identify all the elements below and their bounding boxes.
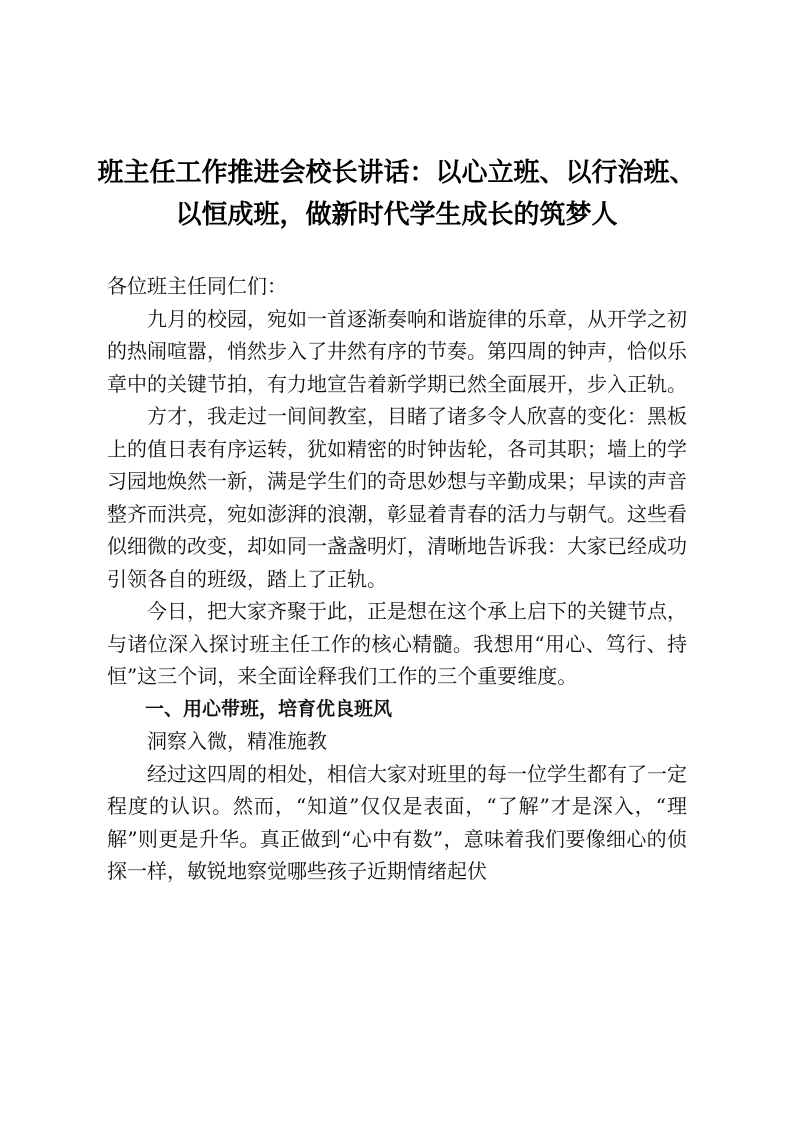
paragraph-2: 方才，我走过一间间教室，目睹了诸多令人欣喜的变化：黑板上的值日表有序运转，犹如精密的时钟齿轮，各司其职；墙上的学习园地焕然一新，满是学生们的奇思妙想与辛勤成果；早读的声音整齐而洪亮，宛如澎湃的浪潮，彰显着青春的活力与朝气。这些看似细微的改变，却如同一盏盏明灯，清晰地告诉我：大家已经成功引领各自的班级，踏上了正轨。 xyxy=(107,404,687,591)
paragraph-3: 今日，把大家齐聚于此，正是想在这个承上启下的关键节点，与诸位深入探讨班主任工作的核心精髓。我想用“用心、笃行、持恒”这三个词，来全面诠释我们工作的三个重要维度。 xyxy=(107,599,687,688)
paragraph-4: 经过这四周的相处，相信大家对班里的每一位学生都有了一定程度的认识。然而，“知道”仅仅是表面，“了解”才是深入，“理解”则更是升华。真正做到“心中有数”，意味着我们要像细心的侦探一样，敏锐地察觉哪些孩子近期情绪起伏 xyxy=(107,761,687,883)
paragraph-1: 九月的校园，宛如一首逐渐奏响和谐旋律的乐章，从开学之初的热闹喧嚣，悄然步入了井然有序的节奏。第四周的钟声，恰似乐章中的关键节拍，有力地宣告着新学期已然全面展开，步入正轨。 xyxy=(107,306,687,396)
salutation: 各位班主任同仁们： xyxy=(107,274,287,298)
subheading: 洞察入微，精准施教 xyxy=(147,729,327,753)
document-title-line-2: 以恒成班，做新时代学生成长的筑梦人 xyxy=(175,200,618,230)
document-title-line-1: 班主任工作推进会校长讲话：以心立班、以行治班、 xyxy=(97,158,696,188)
section-heading: 一、用心带班，培育优良班风 xyxy=(145,697,393,720)
document-body xyxy=(107,270,687,888)
